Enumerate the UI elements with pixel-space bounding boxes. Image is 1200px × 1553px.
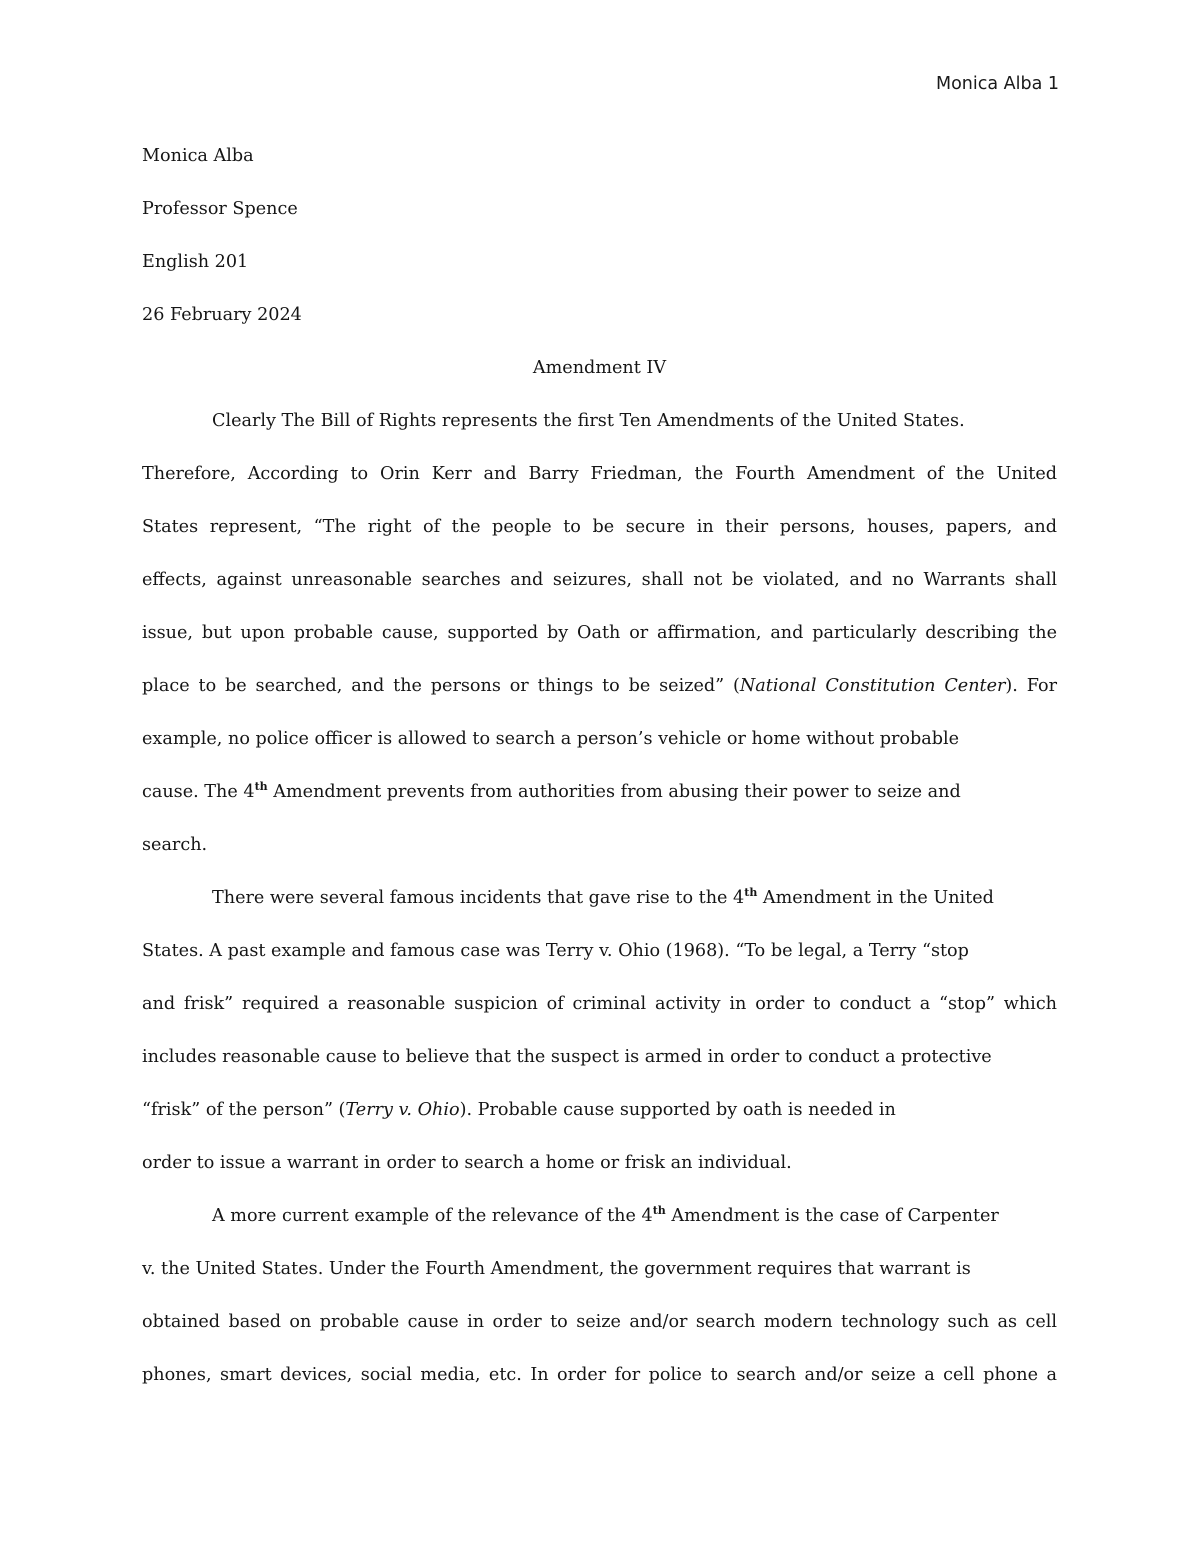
paragraph-2-line-3: and frisk” required a reasonable suspicion of criminal activity in order to conduct a “stop” which [142, 994, 1057, 1014]
paragraph-2-line-1-text-a: There were several famous incidents that gave rise to the 4 [212, 888, 745, 908]
paragraph-2-line-4: includes reasonable cause to believe that the suspect is armed in order to conduct a protective [142, 1047, 992, 1067]
paragraph-3-line-1-text-a: A more current example of the relevance of the 4 [212, 1206, 653, 1226]
author-name: Monica Alba [142, 146, 254, 166]
paragraph-3-line-1 [142, 1190, 1057, 1243]
paragraph-3-line-3: obtained based on probable cause in order to seize and/or search modern technology such as cell [142, 1312, 1057, 1332]
paragraph-2-line-5-text-b: ). Probable cause supported by oath is needed in [459, 1100, 896, 1120]
running-head: Monica Alba 1 [935, 74, 1059, 94]
paragraph-2-line-6: order to issue a warrant in order to search a home or frisk an individual. [142, 1153, 792, 1173]
paragraph-2-line-5 [142, 1084, 1057, 1137]
paragraph-2-line-1-text-b: Amendment in the United [757, 888, 994, 908]
paragraph-1-line-9: search. [142, 835, 208, 855]
paragraph-1-line-8-text-b: Amendment prevents from authorities from abusing their power to seize and [267, 782, 961, 802]
paragraph-1-line-6 [142, 660, 1057, 713]
professor-name: Professor Spence [142, 199, 298, 219]
paragraph-2-line-1 [142, 872, 1057, 925]
ordinal-superscript: th [744, 886, 758, 899]
paragraph-1-line-6-text-b: ). For [1005, 676, 1057, 696]
citation-national-constitution-center: National Constitution Center [739, 676, 1006, 696]
paragraph-1-line-1: Clearly The Bill of Rights represents the first Ten Amendments of the United States. [212, 411, 965, 431]
paragraph-2-line-2: States. A past example and famous case was Terry v. Ohio (1968). “To be legal, a Terry “stop [142, 941, 969, 961]
paragraph-1-line-5: issue, but upon probable cause, supported by Oath or affirmation, and particularly describing the [142, 623, 1057, 643]
paragraph-3-line-2: v. the United States. Under the Fourth Amendment, the government requires that warrant is [142, 1259, 971, 1279]
essay-body [142, 130, 1057, 1402]
course-name: English 201 [142, 252, 249, 272]
paragraph-3-line-1-text-b: Amendment is the case of Carpenter [665, 1206, 999, 1226]
paragraph-1-line-6-text-a: place to be searched, and the persons or things to be seized” ( [142, 676, 740, 696]
essay-date: 26 February 2024 [142, 305, 302, 325]
citation-terry-v-ohio: Terry v. Ohio [345, 1100, 460, 1120]
paragraph-1-line-2: Therefore, According to Orin Kerr and Barry Friedman, the Fourth Amendment of the United [142, 464, 1057, 484]
paragraph-1-line-3: States represent, “The right of the people to be secure in their persons, houses, papers, and [142, 517, 1057, 537]
paragraph-2-line-5-text-a: “frisk” of the person” ( [142, 1100, 346, 1120]
paragraph-1-line-8-text-a: cause. The 4 [142, 782, 255, 802]
paragraph-1-line-4: effects, against unreasonable searches and seizures, shall not be violated, and no Warrants shall [142, 570, 1057, 590]
paragraph-1-line-8 [142, 766, 1057, 819]
essay-title: Amendment IV [532, 358, 667, 378]
paragraph-1-line-7: example, no police officer is allowed to search a person’s vehicle or home without probable [142, 729, 960, 749]
paragraph-3-line-4: phones, smart devices, social media, etc. In order for police to search and/or seize a cell phone a [142, 1365, 1057, 1385]
ordinal-superscript: th [652, 1204, 666, 1217]
ordinal-superscript: th [254, 780, 268, 793]
